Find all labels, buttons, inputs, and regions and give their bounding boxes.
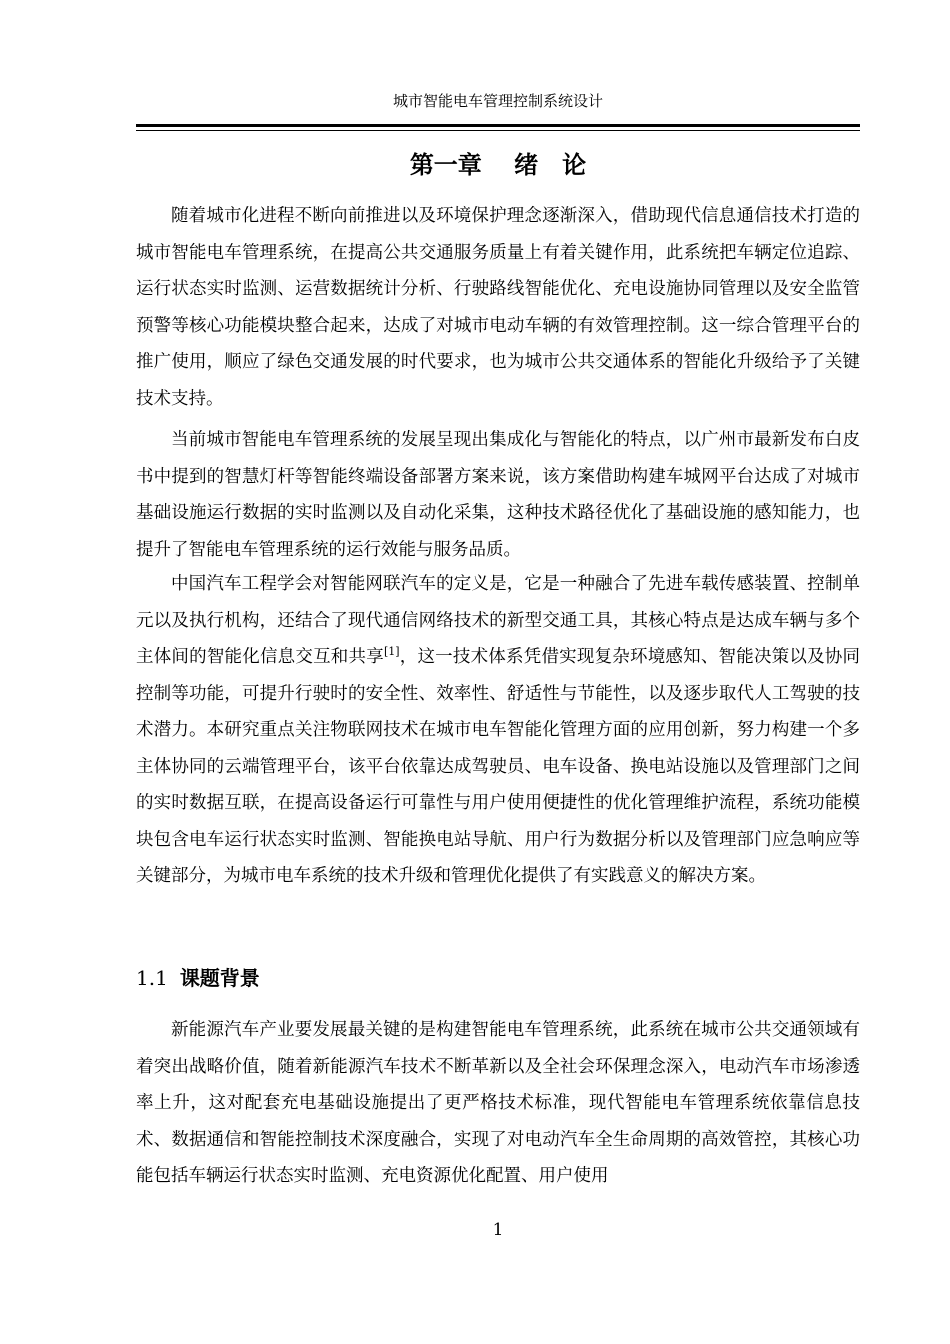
paragraph-3	[136, 566, 860, 895]
section-heading	[136, 962, 260, 994]
chapter-title: 第一章 绪 论	[409, 151, 587, 179]
paragraph-1: 随着城市化进程不断向前推进以及环境保护理念逐渐深入，借助现代信息通信技术打造的城市智能电车管理系统，在提高公共交通服务质量上有着关键作用，此系统把车辆定位追踪、运行状态实时监测、运营数据统计分析、行驶路线智能优化、充电设施协同管理以及安全监管预警等核心功能模块整合起来，达成了对城市电动车辆的有效管理控制。这一综合管理平台的推广使用，顺应了绿色交通发展的时代要求，也为城市公共交通体系的智能化升级给予了关键技术支持。	[136, 206, 860, 409]
section-title: 课题背景	[179, 966, 260, 990]
header-rule-thin	[136, 130, 860, 131]
header-rule-thick	[136, 124, 860, 127]
paragraph-4: 新能源汽车产业要发展最关键的是构建智能电车管理系统，此系统在城市公共交通领域有着突出战略价值，随着新能源汽车技术不断革新以及全社会环保理念深入，电动汽车市场渗透率上升，这对配套充电基础设施提出了更严格技术标准，现代智能电车管理系统依靠信息技术、数据通信和智能控制技术深度融合，实现了对电动汽车全生命周期的高效管控，其核心功能包括车辆运行状态实时监测、充电资源优化配置、用户使用	[136, 1020, 860, 1186]
paragraph-3-text-a: 中国汽车工程学会对智能网联汽车的定义是，它是一种融合了先进车载传感装置、控制单元以及执行机构，还结合了现代通信网络技术的新型交通工具，其核心特点是达成车辆与多个主体间的智能化信息交互和共享	[136, 574, 860, 667]
paragraph-2: 当前城市智能电车管理系统的发展呈现出集成化与智能化的特点，以广州市最新发布白皮书中提到的智慧灯杆等智能终端设备部署方案来说，该方案借助构建车城网平台达成了对城市基础设施运行数据的实时监测以及自动化采集，这种技术路径优化了基础设施的感知能力，也提升了智能电车管理系统的运行效能与服务品质。	[136, 430, 860, 560]
running-header: 城市智能电车管理控制系统设计	[392, 92, 603, 110]
citation-marker[interactable]: [1]	[383, 645, 400, 659]
paragraph-3-text-b: ，这一技术体系凭借实现复杂环境感知、智能决策以及协同控制等功能，可提升行驶时的安全性、效率性、舒适性与节能性，以及逐步取代人工驾驶的技术潜力。本研究重点关注物联网技术在城市电车智能化管理方面的应用创新，努力构建一个多主体协同的云端管理平台，该平台依靠达成驾驶员、电车设备、换电站设施以及管理部门之间的实时数据互联，在提高设备运行可靠性与用户使用便捷性的优化管理维护流程，系统功能模块包含电车运行状态实时监测、智能换电站导航、用户行为数据分析以及管理部门应急响应等关键部分，为城市电车系统的技术升级和管理优化提供了有实践意义的解决方案。	[136, 647, 861, 886]
page-number: 1	[492, 1220, 504, 1240]
section-number: 1.1	[136, 966, 168, 990]
